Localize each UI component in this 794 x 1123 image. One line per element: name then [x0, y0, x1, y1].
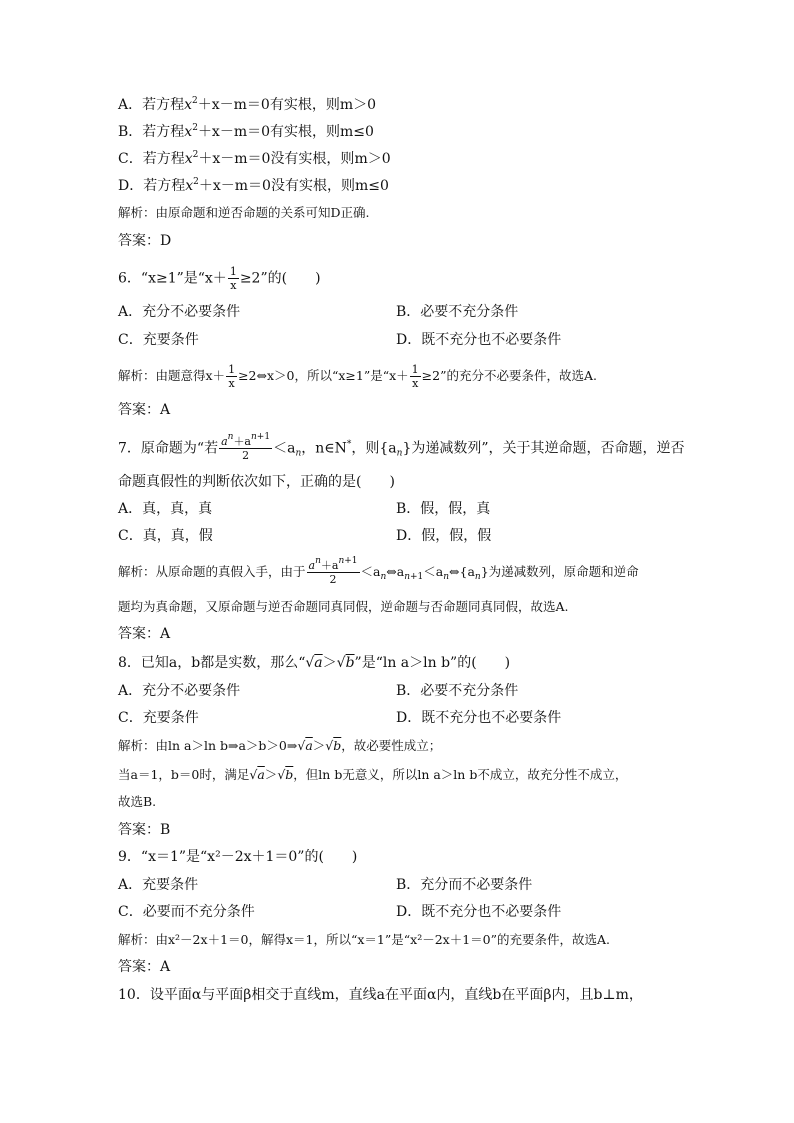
q5-option-c: C．若方程$x^2+x-m=0$没有实根，则m＞0	[118, 150, 391, 167]
q6-answer: 答案：A	[118, 402, 171, 418]
q5-answer: 答案：D	[118, 233, 172, 249]
q6-option-c: C．充要条件	[118, 332, 199, 348]
q6-analysis: 解析：由题意得x＋ $\frac{1}{x}$ ≥2⇔x＞0，所以“x≥1”是“x＋ $\frac{1}{x}$ ≥2”的充分不必要条件，故选A.	[118, 363, 597, 390]
q6-option-d: D．既不充分也不必要条件	[396, 332, 562, 348]
q5-option-d: D．若方程$x^2+x-m=0$没有实根，则m≤0	[118, 177, 389, 194]
q9-option-c: C．必要而不充分条件	[118, 904, 255, 920]
q7-option-a: A．真，真，真	[118, 501, 213, 517]
q8-analysis-line3: 故选B.	[118, 794, 157, 809]
q7-option-b: B．假，假，真	[396, 501, 491, 517]
q7-stem: 7．原命题为“若 $\frac{a^n+a^{n+1}}{2}$ $<a_n$，n∈N*，则$\{a_n\}$为递减数列”，关于其逆命题，否命题，逆否	[118, 432, 685, 462]
q8-option-a: A．充分不必要条件	[118, 683, 241, 699]
q8-option-c: C．充要条件	[118, 710, 199, 726]
q10-stem: 10．设平面α与平面β相交于直线m，直线a在平面α内，直线b在平面β内，且b⊥m，	[118, 987, 643, 1003]
q8-option-b: B．必要不充分条件	[396, 683, 519, 699]
q9-stem: 9．“x＝1”是“x²－2x＋1＝0”的( )	[118, 849, 358, 865]
q6-option-b: B．必要不充分条件	[396, 304, 519, 320]
q9-option-d: D．既不充分也不必要条件	[396, 904, 562, 920]
q8-option-d: D．既不充分也不必要条件	[396, 710, 562, 726]
q5-analysis: 解析：由原命题和逆否命题的关系可知D正确.	[118, 205, 370, 220]
q8-analysis-line1: 解析：由ln a＞ln b⇒a＞b＞0⇒√a＞√b，故必要性成立；	[118, 738, 442, 753]
q7-stem-line2: 命题真假性的判断依次如下，正确的是( )	[118, 474, 395, 490]
q8-analysis-line2: 当a＝1，b＝0时，满足√a＞√b，但ln b无意义，所以ln a＞ln b不成立，故充分性不成立，	[118, 767, 628, 782]
q6-fraction: $\frac{1}{x}$	[229, 265, 237, 292]
q9-option-a: A．充要条件	[118, 877, 199, 893]
q7-answer: 答案：A	[118, 626, 171, 642]
q7-option-d: D．假，假，假	[396, 528, 492, 544]
q8-stem: 8．已知a，b都是实数，那么“√a＞√b”是“ln a＞ln b”的( )	[118, 655, 511, 671]
q7-analysis-line2: 题均为真命题，又原命题与逆否命题同真同假，逆命题与否命题同真同假，故选A.	[118, 599, 569, 614]
q6-option-a: A．充分不必要条件	[118, 304, 241, 320]
q7-analysis: 解析：从原命题的真假入手，由于 $\frac{a^n+a^{n+1}}{2}$ $<a_n\Leftrightarrow a_{n+1}<a_n\Leftrightarrow\{a_n\}$为递减数列，原命题和逆命	[118, 556, 639, 586]
q7-option-c: C．真，真，假	[118, 528, 213, 544]
q9-analysis: 解析：由x²－2x＋1＝0，解得x＝1，所以“x＝1”是“x²－2x＋1＝0”的充要条件，故选A.	[118, 932, 611, 947]
q7-fraction: $\frac{a^n+a^{n+1}}{2}$	[221, 432, 271, 462]
q8-answer: 答案：B	[118, 822, 171, 838]
q9-answer: 答案：A	[118, 959, 171, 975]
q5-option-a: A．若方程$x^2+x-m=0$有实根，则m＞0	[118, 96, 377, 113]
q5-option-b: B．若方程$x^2+x-m=0$有实根，则m≤0	[118, 123, 374, 140]
q9-option-b: B．充分而不必要条件	[396, 877, 533, 893]
q6-stem: 6．“x≥1”是“x＋ $\frac{1}{x}$ ≥2”的( )	[118, 265, 321, 292]
